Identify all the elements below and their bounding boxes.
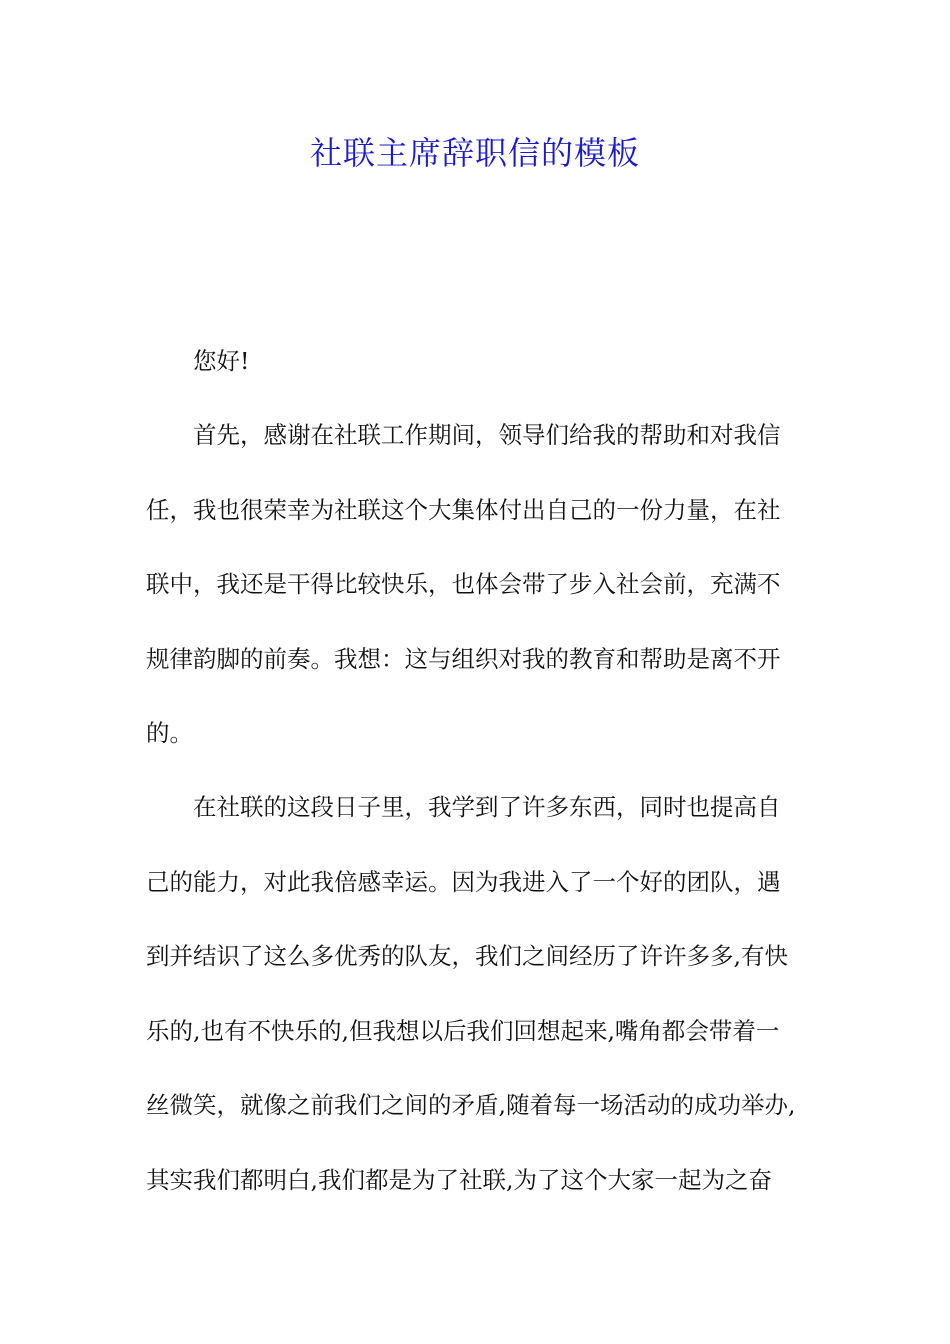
document-title: 社联主席辞职信的模板	[309, 134, 640, 172]
paragraph-line: 乐的,也有不快乐的,但我想以后我们回想起来,嘴角都会带着一	[146, 1016, 780, 1045]
paragraph-2	[146, 770, 808, 1217]
paragraph-line: 其实我们都明白,我们都是为了社联,为了这个大家一起为之奋	[146, 1165, 772, 1194]
paragraph-line: 的。	[146, 719, 193, 747]
paragraph-1	[146, 398, 808, 771]
paragraph-line: 任，我也很荣幸为社联这个大集体付出自己的一份力量，在社	[146, 495, 781, 524]
paragraph-line: 到并结识了这么多优秀的队友，我们之间经历了许许多多,有快	[146, 942, 788, 970]
paragraph-line: 规律韵脚的前奏。我想：这与组织对我的教育和帮助是离不开	[146, 644, 781, 673]
paragraph-line: 在社联的这段日子里，我学到了许多东西，同时也提高自	[193, 793, 781, 821]
paragraph-line: 联中，我还是干得比较快乐，也体会带了步入社会前，充满不	[146, 570, 781, 598]
greeting: 您好!	[193, 347, 250, 375]
paragraph-line: 首先，感谢在社联工作期间，领导们给我的帮助和对我信	[193, 421, 781, 449]
paragraph-line: 己的能力，对此我倍感幸运。因为我进入了一个好的团队，遇	[146, 867, 781, 896]
paragraph-line: 丝微笑，就像之前我们之间的矛盾,随着每一场活动的成功举办,	[146, 1091, 796, 1119]
